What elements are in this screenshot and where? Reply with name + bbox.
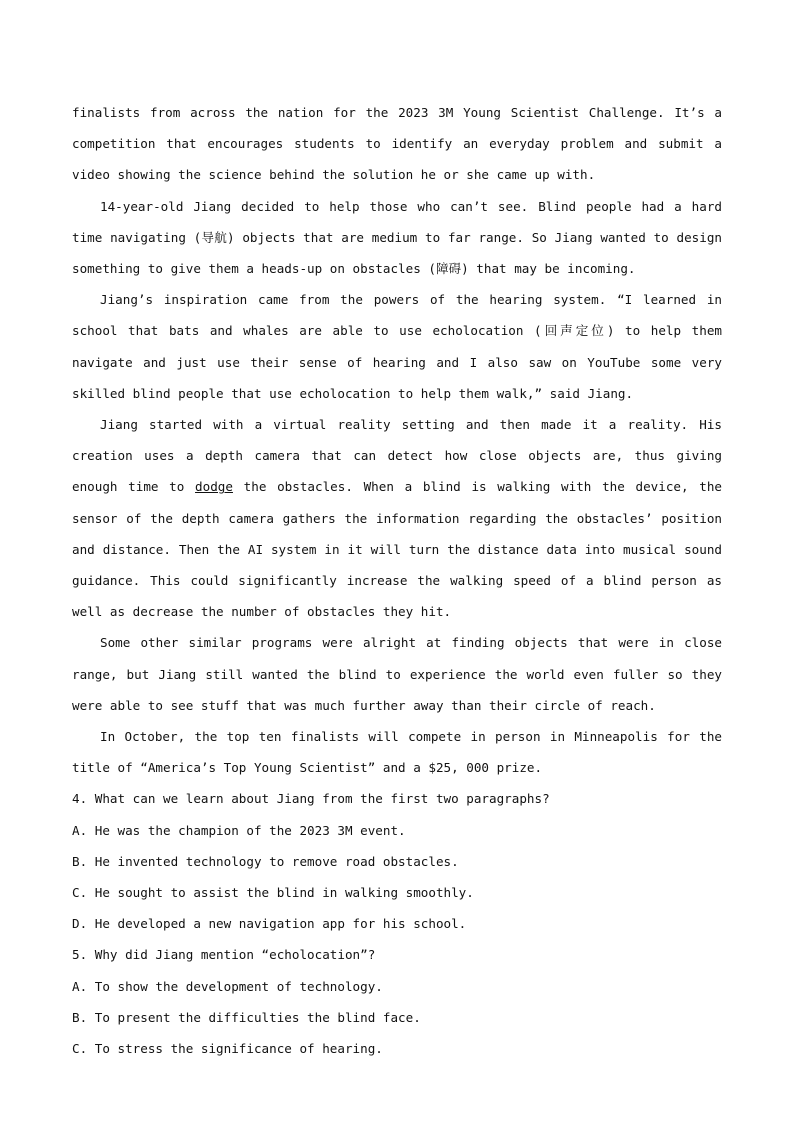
paragraph-4 <box>72 409 722 627</box>
paragraph-3: Jiang’s inspiration came from the powers of the hearing system. “I learned in school that bats and whales are able to use echolocation (回声定位) to help them navigate and just use their sense of hearing and I also saw on YouTube some very skilled blind people that use echolocation to help them walk,” said Jiang. <box>72 292 722 401</box>
paragraph-5: Some other similar programs were alright at finding objects that were in close range, but Jiang still wanted the blind to experience the world even fuller so they were able to see stuff that was much further away than their circle of reach. <box>72 635 722 713</box>
question-5-option-a: A. To show the development of technology. <box>72 978 383 994</box>
paragraph-4-text-before: Jiang started with a virtual reality setting and then made it a reality. His creation uses a depth camera that can detect how close objects are, thus giving enough time to <box>72 417 722 495</box>
paragraph-4-text-after: the obstacles. When a blind is walking with the device, the sensor of the depth camera gathers the information regarding the obstacles’ position and distance. Then the AI system in it will turn the distance data into musical sound guidance. This could significantly increase the walking speed of a blind person as well as decrease the number of obstacles they hit. <box>72 479 722 620</box>
reading-passage <box>72 97 722 783</box>
question-5-option-b: B. To present the difficulties the blind face. <box>72 1009 421 1025</box>
question-5 <box>72 939 722 1064</box>
paragraph-6: In October, the top ten finalists will compete in person in Minneapolis for the title of “America’s Top Young Scientist” and a $25, 000 prize. <box>72 729 722 776</box>
paragraph-2: 14-year-old Jiang decided to help those who can’t see. Blind people had a hard time navigating (导航) objects that are medium to far range. So Jiang wanted to design something to give them a heads-up on obstacles (障碍) that may be incoming. <box>72 198 722 277</box>
question-5-stem: 5. Why did Jiang mention “echolocation”? <box>72 947 376 963</box>
question-4-option-a: A. He was the champion of the 2023 3M event. <box>72 822 406 838</box>
question-4-option-d: D. He developed a new navigation app for his school. <box>72 916 467 932</box>
question-4 <box>72 783 722 939</box>
question-4-option-b: B. He invented technology to remove road obstacles. <box>72 853 459 869</box>
question-5-option-c: C. To stress the significance of hearing. <box>72 1041 383 1057</box>
question-4-option-c: C. He sought to assist the blind in walking smoothly. <box>72 885 474 901</box>
document-page <box>72 97 722 1064</box>
paragraph-1: finalists from across the nation for the 2023 3M Young Scientist Challenge. It’s a competition that encourages students to identify an everyday problem and submit a video showing the science behind the solution he or she came up with. <box>72 105 722 183</box>
question-4-stem: 4. What can we learn about Jiang from the first two paragraphs? <box>72 791 550 807</box>
underlined-word-dodge: dodge <box>195 479 233 495</box>
